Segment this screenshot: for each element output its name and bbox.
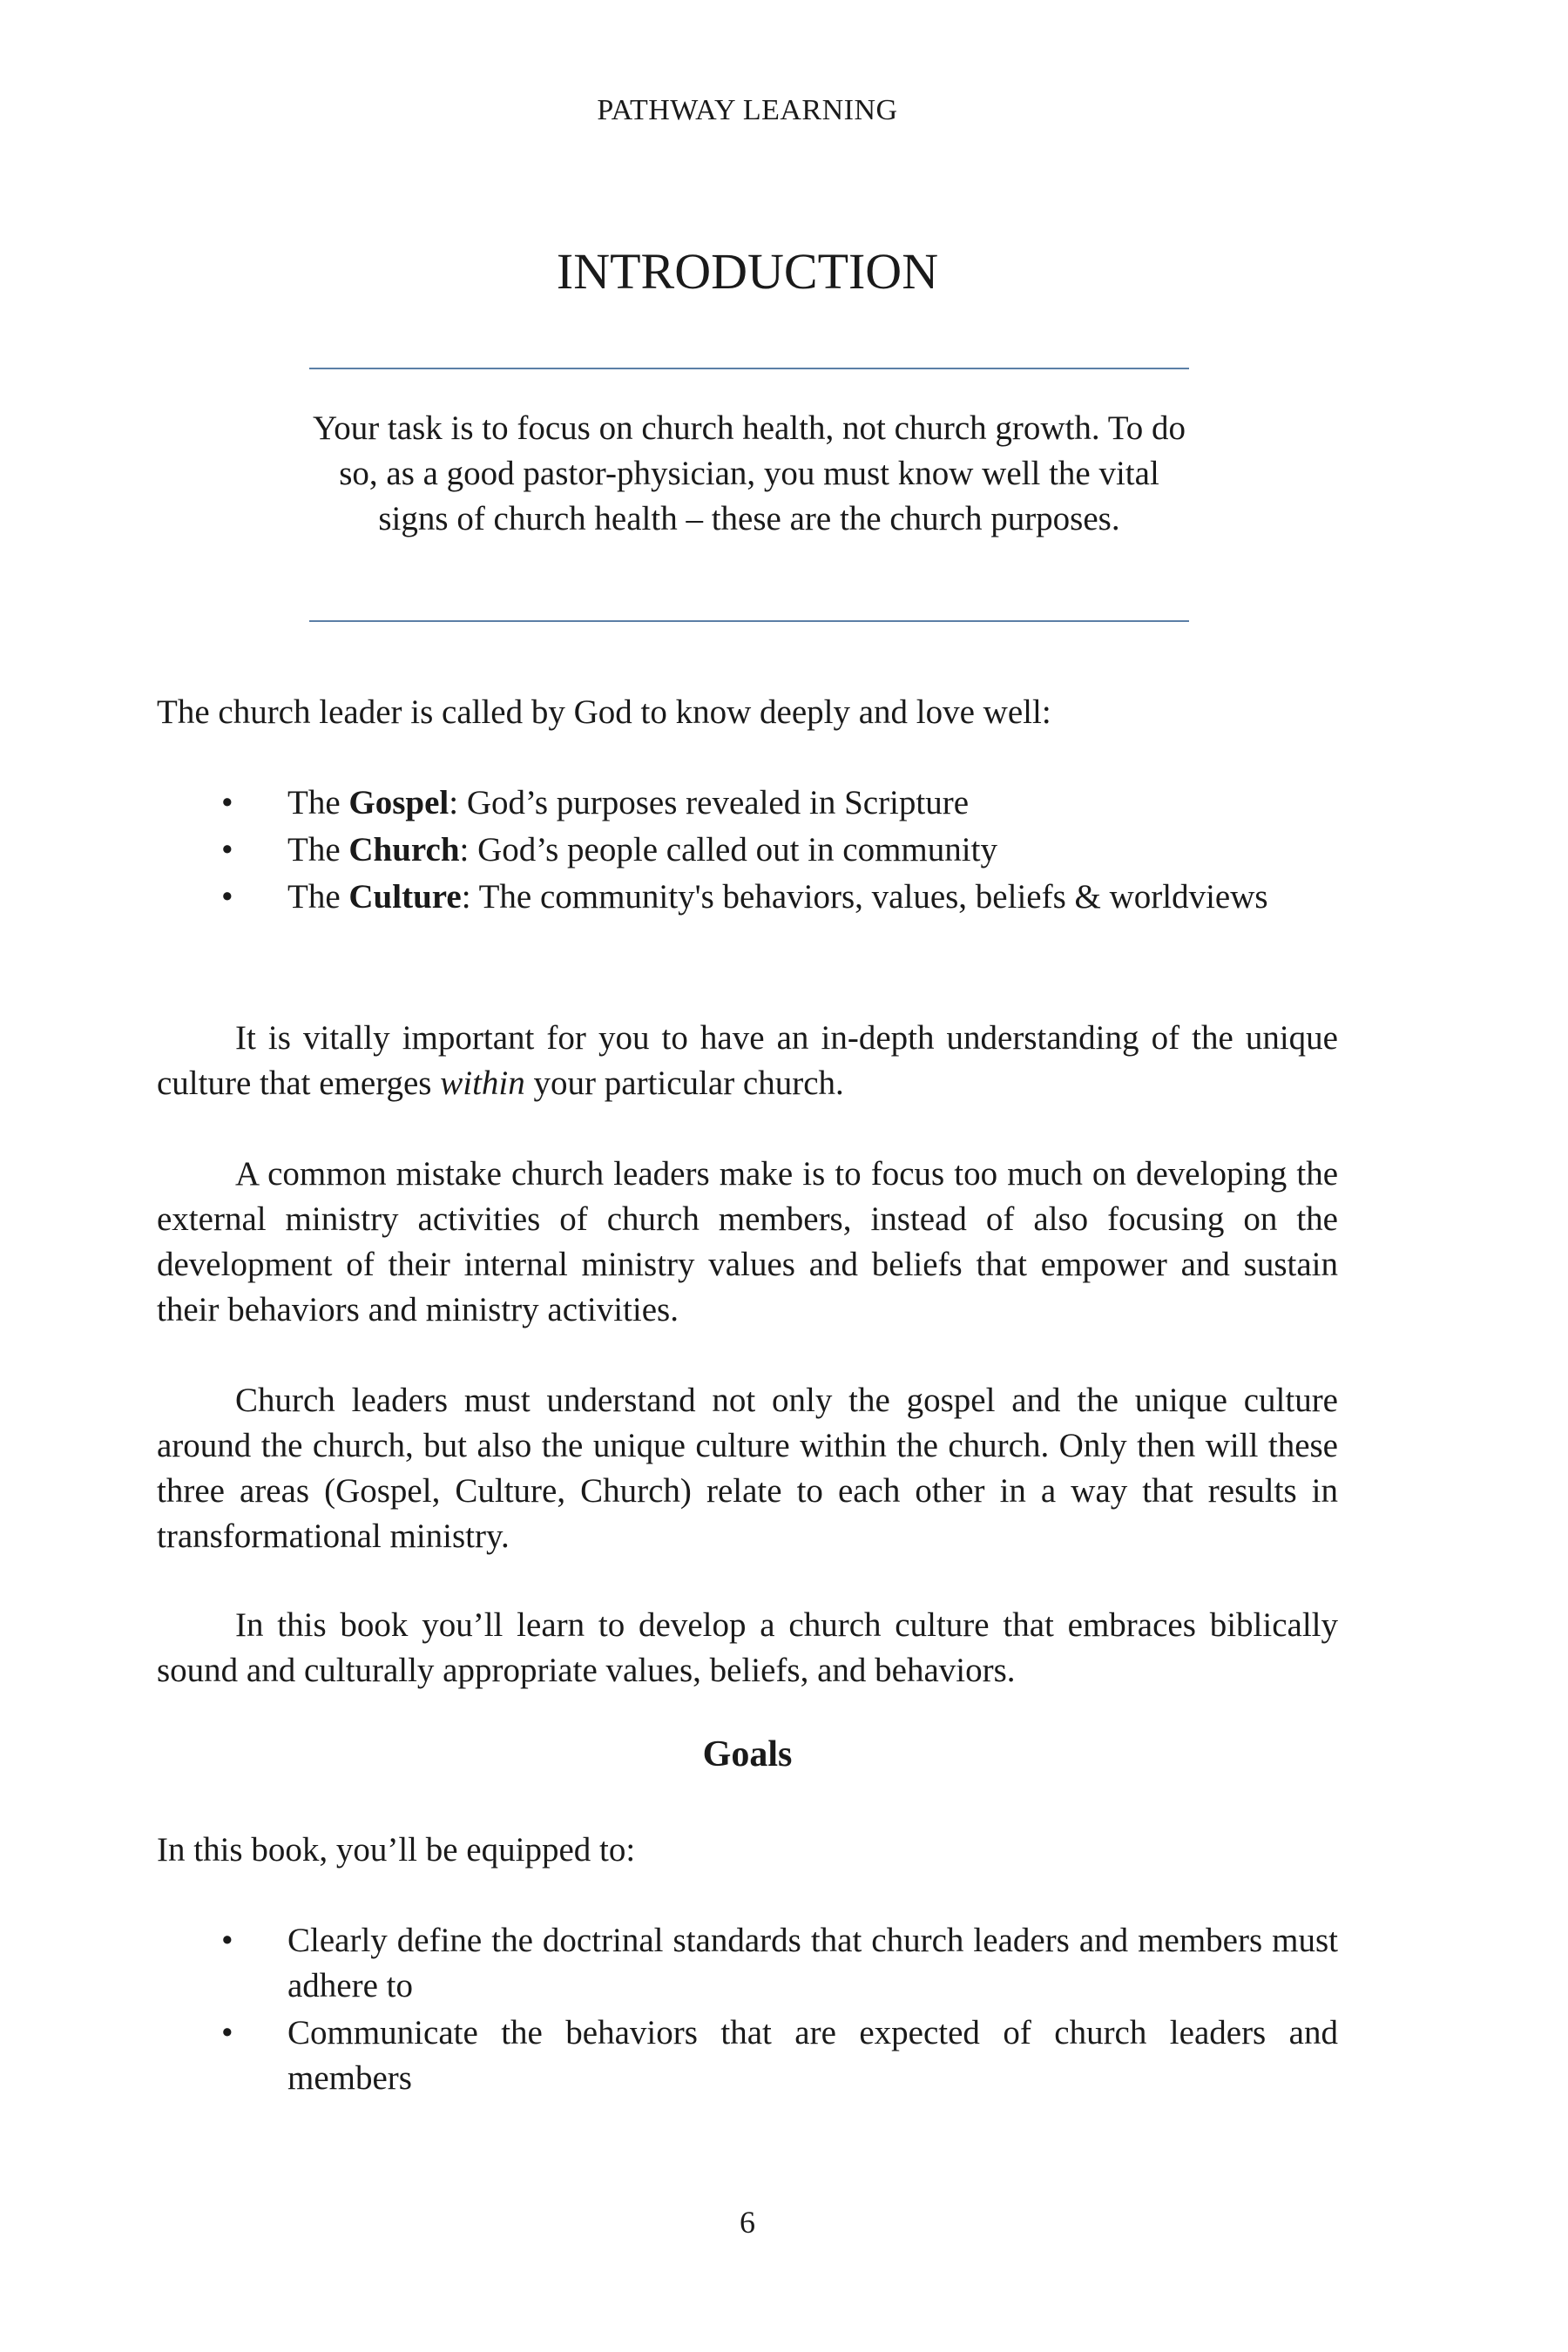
paragraph-common-mistake: A common mistake church leaders make is to focus too much on developing the external ministry activities of church members, instead of also focusing on the development of their internal ministry values and beliefs that empower and sustain their behaviors and ministry activities. bbox=[157, 1155, 1338, 1328]
list-item: • Clearly define the doctrinal standards that church leaders and members must adhere to bbox=[157, 1918, 1338, 2009]
goals-heading: Goals bbox=[702, 1734, 793, 1774]
list-item: • Communicate the behaviors that are expected of church leaders and members bbox=[157, 2011, 1338, 2101]
paragraph-culture-understanding: It is vitally important for you to have an in-depth understanding of the unique culture that emerges within your particular church. bbox=[157, 1019, 1338, 1102]
bullet-term: Culture bbox=[348, 878, 462, 916]
list-item: • The Culture: The community's behaviors, values, beliefs & worldviews bbox=[157, 875, 1338, 920]
pull-quote-bottom-rule bbox=[309, 620, 1189, 622]
intro-bullet-list bbox=[157, 781, 1338, 922]
chapter-title: INTRODUCTION bbox=[556, 243, 939, 300]
emphasis-within: within bbox=[440, 1064, 525, 1102]
goals-bullet-list bbox=[157, 1918, 1338, 2103]
bullet-icon: • bbox=[221, 831, 233, 868]
pull-quote-top-rule bbox=[309, 368, 1189, 369]
list-item: • The Gospel: God’s purposes revealed in Scripture bbox=[157, 781, 1338, 826]
bullet-term: Gospel bbox=[348, 784, 449, 821]
running-head: PATHWAY LEARNING bbox=[597, 94, 898, 126]
goals-lead: In this book, you’ll be equipped to: bbox=[157, 1831, 636, 1869]
bullet-term: Church bbox=[348, 831, 460, 868]
paragraph-three-areas: Church leaders must understand not only the gospel and the unique culture around the church, but also the unique culture within the church. Only then will these three areas (Gospel, Culture, Church) relate to each other in a way that results in transformational ministry. bbox=[157, 1382, 1338, 1555]
bullet-icon: • bbox=[221, 2014, 233, 2051]
paragraph-book-purpose: In this book you’ll learn to develop a church culture that embraces biblically sound and culturally appropriate values, beliefs, and behaviors. bbox=[157, 1606, 1338, 1689]
bullet-icon: • bbox=[221, 878, 233, 916]
bullet-icon: • bbox=[221, 784, 233, 821]
bullet-icon: • bbox=[221, 1922, 233, 1959]
page-number: 6 bbox=[740, 2205, 755, 2240]
intro-lead: The church leader is called by God to know deeply and love well: bbox=[157, 693, 1051, 731]
pull-quote: Your task is to focus on church health, not church growth. To do so, as a good pastor-physician, you must know well the vital signs of church health – these are the church purposes. bbox=[312, 409, 1186, 537]
list-item: • The Church: God’s people called out in community bbox=[157, 828, 1338, 873]
